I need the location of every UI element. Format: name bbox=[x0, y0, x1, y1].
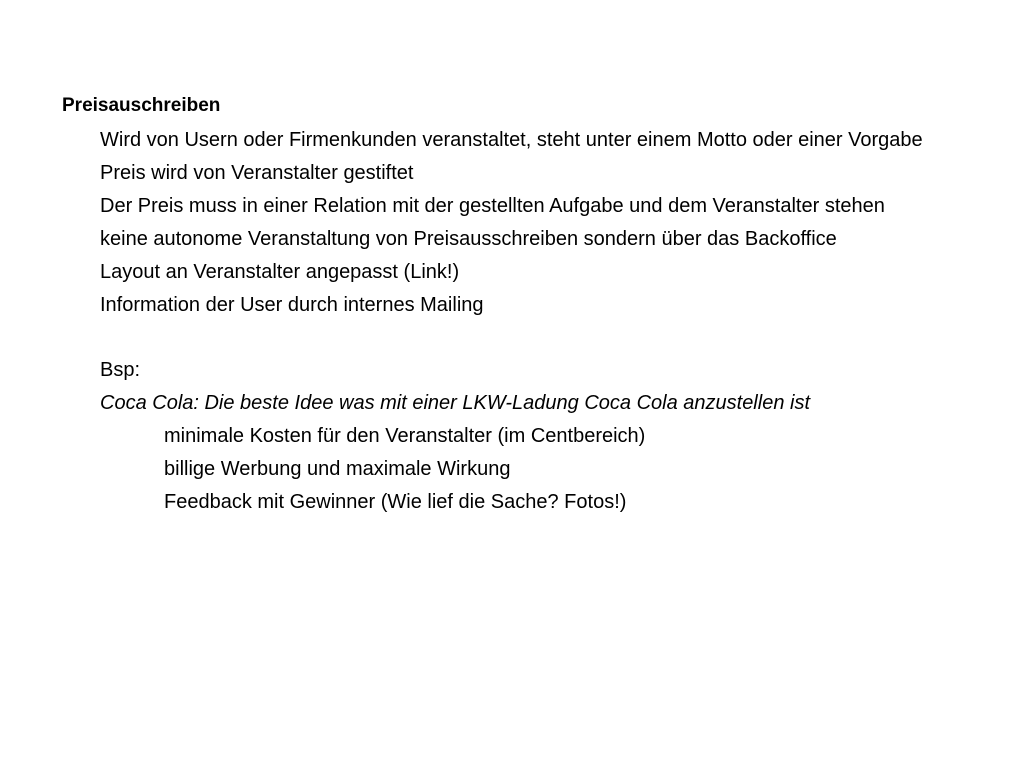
bullet-item: Layout an Veranstalter angepasst (Link!) bbox=[100, 261, 460, 283]
bullet-item: Wird von Usern oder Firmenkunden veranstaltet, steht unter einem Motto oder einer Vorgabe bbox=[100, 129, 923, 151]
bullet-item: Der Preis muss in einer Relation mit der gestellten Aufgabe und dem Veranstalter stehen bbox=[100, 195, 885, 217]
spacer bbox=[100, 325, 980, 357]
bullet-item: Preis wird von Veranstalter gestiftet bbox=[100, 162, 414, 184]
slide-content bbox=[100, 127, 980, 522]
example-point: minimale Kosten für den Veranstalter (im Centbereich) bbox=[164, 425, 646, 447]
bullet-item: Information der User durch internes Mailing bbox=[100, 294, 484, 316]
example-point: billige Werbung und maximale Wirkung bbox=[164, 458, 511, 480]
example-title: Coca Cola: Die beste Idee was mit einer LKW-Ladung Coca Cola anzustellen ist bbox=[100, 392, 810, 414]
bullet-item: keine autonome Veranstaltung von Preisausschreiben sondern über das Backoffice bbox=[100, 228, 837, 250]
example-label: Bsp: bbox=[100, 359, 141, 381]
example-point: Feedback mit Gewinner (Wie lief die Sache? Fotos!) bbox=[164, 491, 627, 513]
slide-title: Preisauschreiben bbox=[62, 95, 221, 116]
